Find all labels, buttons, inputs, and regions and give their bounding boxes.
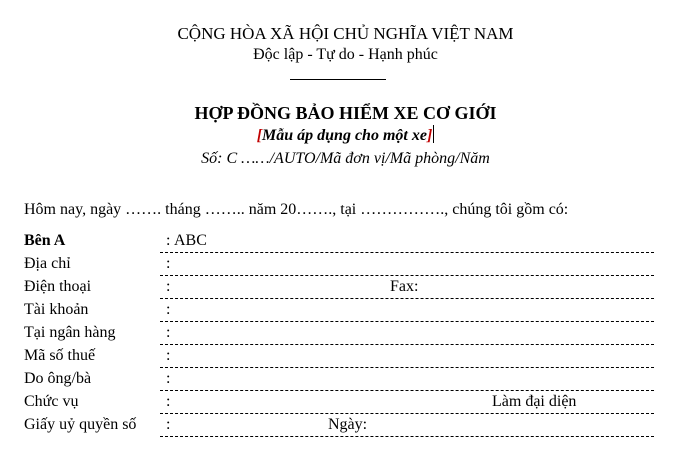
- date-label: Ngày:: [328, 416, 368, 433]
- motto: Độc lập - Tự do - Hạnh phúc: [253, 46, 438, 63]
- motto-underline: [290, 79, 386, 80]
- contract-title: HỢP ĐỒNG BẢO HIỂM XE CƠ GIỚI: [194, 103, 497, 123]
- address-row: [24, 255, 654, 277]
- field-label: Chức vụ: [24, 393, 79, 410]
- field-label: Tài khoản: [24, 301, 89, 318]
- subtitle-text: Mẫu áp dụng cho một xe: [262, 127, 427, 144]
- field-colon: :: [166, 278, 171, 295]
- represented-by-row: [24, 370, 654, 392]
- tax-code-row: [24, 347, 654, 369]
- bank-row: [24, 324, 654, 346]
- subtitle-close-bracket: ]: [426, 127, 433, 144]
- dotted-line: [160, 298, 654, 299]
- field-colon: :: [166, 301, 171, 318]
- fax-label: Fax:: [390, 278, 419, 295]
- field-label: Điện thoại: [24, 278, 92, 295]
- dotted-line: [160, 413, 654, 414]
- field-label: Giấy uỷ quyền số: [24, 416, 137, 433]
- field-colon: :: [166, 255, 171, 272]
- field-colon: :: [166, 232, 171, 249]
- dotted-line: [160, 344, 654, 345]
- dotted-line: [160, 436, 654, 437]
- field-colon: :: [166, 324, 171, 341]
- field-label: Địa chỉ: [24, 255, 71, 272]
- field-label: Do ông/bà: [24, 370, 92, 387]
- contract-subtitle: [0, 125, 691, 145]
- dotted-line: [160, 321, 654, 322]
- text-cursor: [433, 125, 434, 143]
- contract-number: Số: C ……/AUTO/Mã đơn vị/Mã phòng/Năm: [201, 150, 490, 167]
- field-label: Bên A: [24, 232, 66, 249]
- dotted-line: [160, 275, 654, 276]
- intro-line: Hôm nay, ngày ……. tháng …….. năm 20……., tại ……………., chúng tôi gồm có:: [24, 201, 569, 218]
- account-row: [24, 301, 654, 323]
- position-row: [24, 393, 654, 415]
- field-colon: :: [166, 370, 171, 387]
- party-a-row: [24, 232, 654, 254]
- field-label: Tại ngân hàng: [24, 324, 116, 341]
- dotted-line: [160, 367, 654, 368]
- phone-row: [24, 278, 654, 300]
- field-colon: :: [166, 347, 171, 364]
- field-colon: :: [166, 393, 171, 410]
- nation-heading: CỘNG HÒA XÃ HỘI CHỦ NGHĨA VIỆT NAM: [177, 24, 514, 43]
- field-value: ABC: [174, 232, 207, 249]
- dotted-line: [160, 390, 654, 391]
- field-label: Mã số thuế: [24, 347, 96, 364]
- dotted-line: [160, 252, 654, 253]
- field-colon: :: [166, 416, 171, 433]
- representative-label: Làm đại diện: [492, 393, 577, 410]
- authorization-row: [24, 416, 654, 438]
- subtitle-open-bracket: [: [256, 127, 263, 144]
